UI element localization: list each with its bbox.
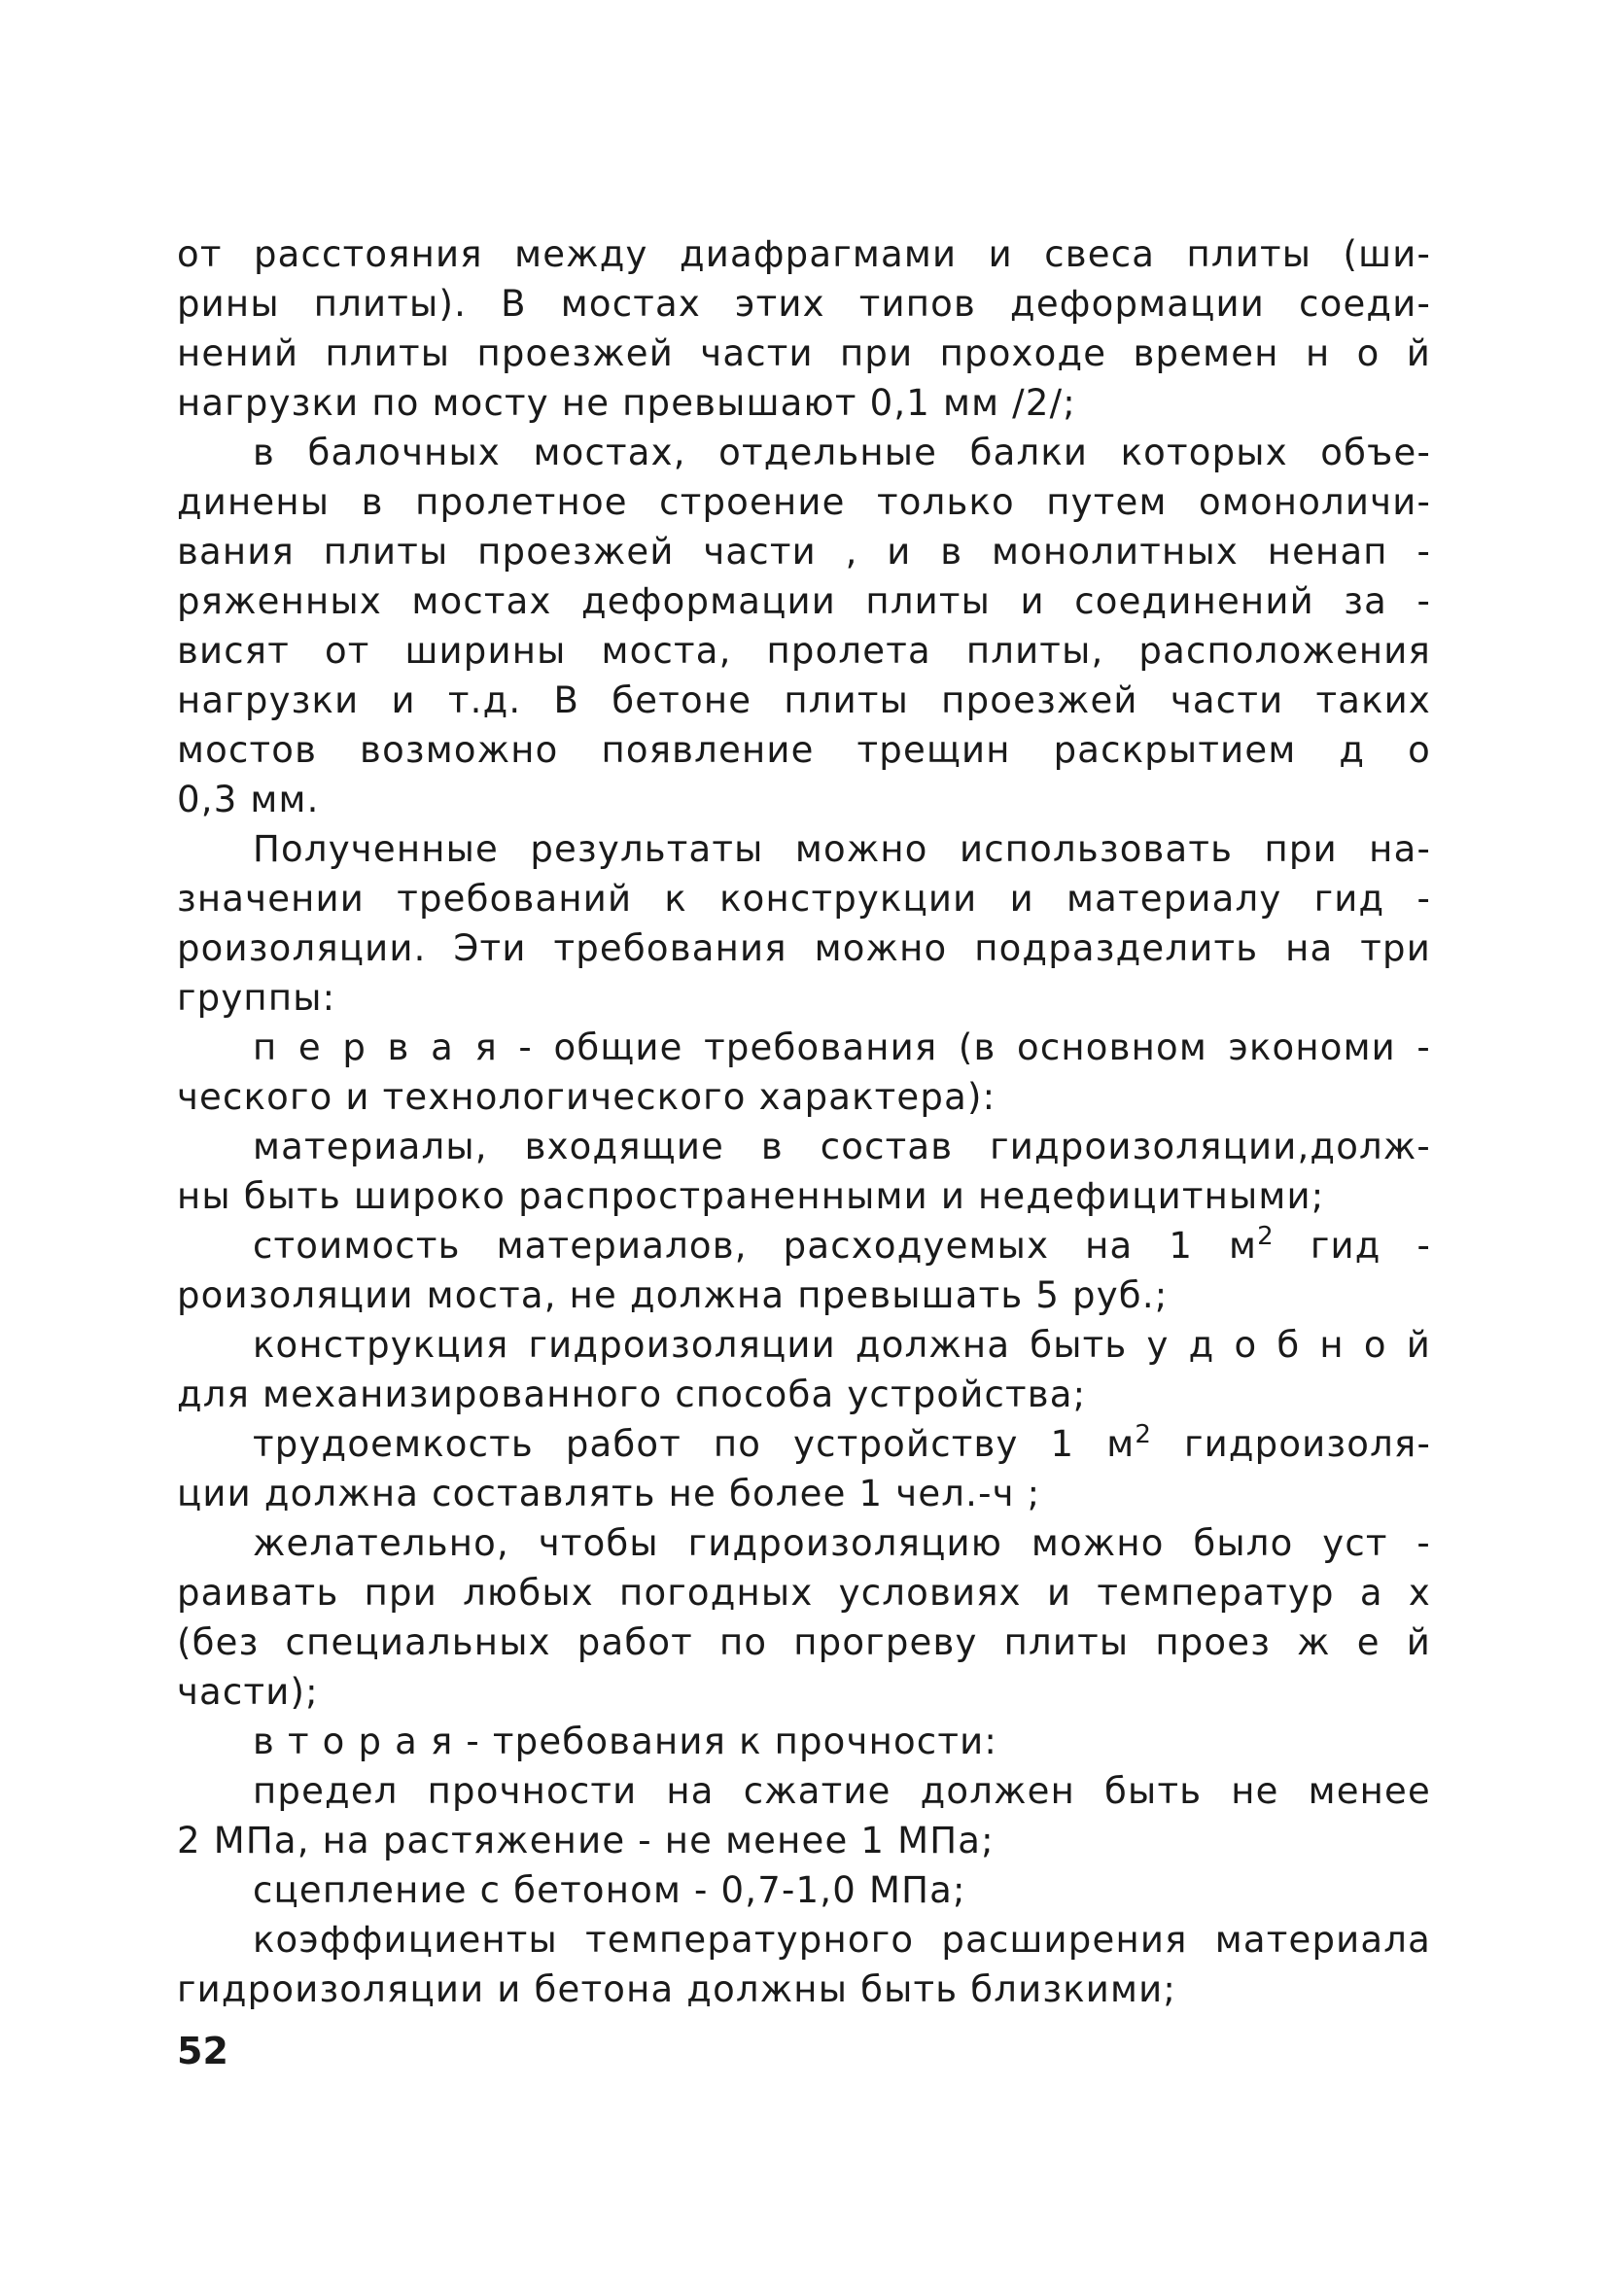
text-line: от расстояния между диафрагмами и свеса плиты (ши-: [177, 233, 1431, 275]
text-line: конструкция гидроизоляции должна быть у д о б н о й: [253, 1324, 1431, 1366]
text-line: в т о р а я - требования к прочности:: [253, 1721, 998, 1762]
text-line: 0,3 мм.: [177, 779, 320, 820]
text-line: нагрузки по мосту не превышают 0,1 мм /2/;: [177, 382, 1076, 424]
text-line: нений плиты проезжей части при проходе времен н о й: [177, 332, 1431, 374]
text-line: гидроизоляции и бетона должны быть близкими;: [177, 1968, 1177, 2010]
text-line: коэффициенты температурного расширения материала: [253, 1919, 1431, 1961]
text-line: нагрузки и т.д. В бетоне плиты проезжей части таких: [177, 679, 1431, 721]
text-line: желательно, чтобы гидроизоляцию можно было уст -: [253, 1522, 1431, 1564]
text-line-with-superscript: [177, 1419, 1431, 1469]
text-fragment: гидроизоля-: [1183, 1423, 1431, 1465]
text-line: части);: [177, 1671, 319, 1713]
text-line: роизоляции моста, не должна превышать 5 руб.;: [177, 1274, 1169, 1316]
text-line: вания плиты проезжей части , и в монолитных ненап -: [177, 531, 1431, 573]
text-line: мостов возможно появление трещин раскрытием д о: [177, 729, 1431, 771]
text-line: раивать при любых погодных условиях и температур а х: [177, 1572, 1431, 1614]
text-line: п е р в а я - общие требования (в основном экономи -: [253, 1026, 1431, 1068]
text-line: ряженных мостах деформации плиты и соединений за -: [177, 580, 1431, 622]
page-number: 52: [177, 2030, 228, 2072]
text-line: для механизированного способа устройства;: [177, 1374, 1087, 1415]
text-line: группы:: [177, 977, 336, 1019]
superscript: 2: [1257, 1222, 1275, 1251]
text-line: ции должна составлять не более 1 чел.-ч ;: [177, 1473, 1041, 1514]
text-line: рины плиты). В мостах этих типов деформации соеди-: [177, 283, 1431, 325]
text-line: в балочных мостах, отдельные балки которых объе-: [253, 432, 1431, 473]
text-line: предел прочности на сжатие должен быть не менее: [253, 1770, 1431, 1812]
text-line: материалы, входящие в состав гидроизоляции,долж-: [253, 1126, 1431, 1167]
document-body: [177, 229, 1431, 2014]
text-line: висят от ширины моста, пролета плиты, расположения: [177, 630, 1431, 672]
text-fragment: стоимость материалов, расходуемых на 1 м: [253, 1225, 1258, 1267]
text-line: Полученные результаты можно использовать при на-: [253, 828, 1431, 870]
text-line: ческого и технологического характера):: [177, 1076, 996, 1118]
text-line: ны быть широко распространенными и недефицитными;: [177, 1175, 1325, 1217]
text-line: значении требований к конструкции и материалу гид -: [177, 878, 1431, 920]
text-line: (без специальных работ по прогреву плиты проез ж е й: [177, 1621, 1431, 1663]
superscript: 2: [1135, 1420, 1153, 1449]
text-line: 2 МПа, на растяжение - не менее 1 МПа;: [177, 1820, 995, 1861]
text-fragment: трудоемкость работ по устройству 1 м: [253, 1423, 1136, 1465]
text-fragment: гид -: [1310, 1225, 1432, 1267]
text-line-with-superscript: [177, 1221, 1431, 1270]
text-line: сцепление с бетоном - 0,7-1,0 МПа;: [253, 1869, 966, 1911]
text-line: роизоляции. Эти требования можно подразделить на три: [177, 927, 1431, 969]
text-line: динены в пролетное строение только путем омоноличи-: [177, 481, 1431, 523]
